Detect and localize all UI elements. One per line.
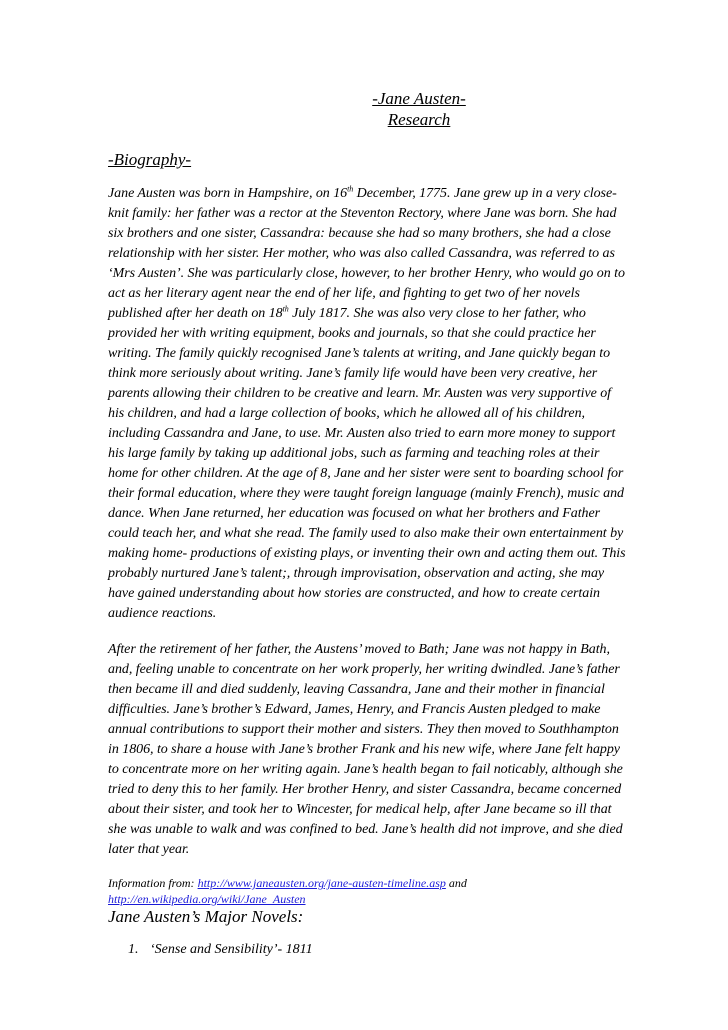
source-middle: and — [445, 876, 467, 890]
paragraph1-part3: July 1817. She was also very close to her father, who provided her with writing equipment, books and journals, so that she could practice her writing. The family quickly recognised Jane’s talents at writing, and Jane quickly began to think more seriously about writing. Jane’s family life would have been very creative, her parents allowing their children to be creative and learn. Mr. Austen was very supportive of his children, and had a large collection of books, which he allowed all of his children, including Cassandra and Jane, to use. Mr. Austen also tried to earn more money to support his large family by taking up additional jobs, such as farming and teaching roles at their home for other children. At the age of 8, Jane and her sister were sent to boarding school for their formal education, where they were taught foreign language (mainly French), music and dance. When Jane returned, her education was focused on what her brothers and Father could teach her, and what she read. The family used to also make their own entertainment by making home- productions of existing plays, or inventing their own and acting them out. This probably nurtured Jane’s talent;, through improvisation, observation and acting, she may have gained understanding about how stories are constructed, and how to create certain audience reactions. — [108, 306, 626, 621]
source-link-timeline[interactable]: http://www.janeausten.org/jane-austen-timeline.asp — [197, 876, 446, 890]
source-prefix: Information from: — [108, 876, 198, 890]
novels-list — [108, 941, 628, 959]
document-page — [108, 88, 628, 959]
biography-paragraph-2: After the retirement of her father, the Austens’ moved to Bath; Jane was not happy in Bath, and, feeling unable to concentrate on her work properly, her writing dwindled. Jane’s father then became ill and died suddenly, leaving Cassandra, Jane and their mother in financial difficulties. Jane’s brother’s Edward, James, Henry, and Francis Austen pledged to make annual contributions to support their mother and sisters. They then moved to Southhampton in 1806, to share a house with Jane’s brother Frank and his new wife, where Jane felt happy to concentrate more on her writing again. Jane’s health began to fail noticably, although she tried to deny this to her family. Her brother Henry, and sister Cassandra, became concerned about their sister, and took her to Wincester, for medical help, after Jane became so ill that she was unable to walk and was confined to bed. Jane’s health did not improve, and she died later that year. — [108, 642, 623, 857]
paragraph1-sup1: th — [347, 184, 354, 194]
document-title — [108, 88, 628, 130]
novels-heading: Jane Austen’s Major Novels: — [108, 907, 304, 926]
source-link-wikipedia[interactable]: http://en.wikipedia.org/wiki/Jane_Austen — [108, 892, 306, 906]
list-item — [128, 941, 628, 959]
novel-number: 1. — [128, 942, 139, 957]
title-line-2: Research — [387, 110, 451, 129]
paragraph1-sup2: th — [282, 304, 289, 314]
paragraph1-part1: Jane Austen was born in Hampshire, on 16 — [108, 186, 348, 201]
source-citation — [108, 875, 628, 907]
novel-title: ‘Sense and Sensibility’- 1811 — [150, 942, 313, 957]
paragraph1-part2: December, 1775. Jane grew up in a very close-knit family: her father was a rector at the Steventon Rectory, where Jane was born. She had six brothers and one sister, Cassandra: because she had so many brothers, she had a close relationship with her sister. Her mother, who was also called Cassandra, was referred to as ‘Mrs Austen’. She was particularly close, however, to her brother Henry, who would go on to act as her literary agent near the end of her life, and fighting to get two of her novels published after her death on 18 — [108, 186, 625, 321]
biography-paragraph-1 — [108, 184, 628, 624]
biography-heading: -Biography- — [108, 150, 192, 169]
title-line-1: -Jane Austen- — [372, 89, 466, 108]
